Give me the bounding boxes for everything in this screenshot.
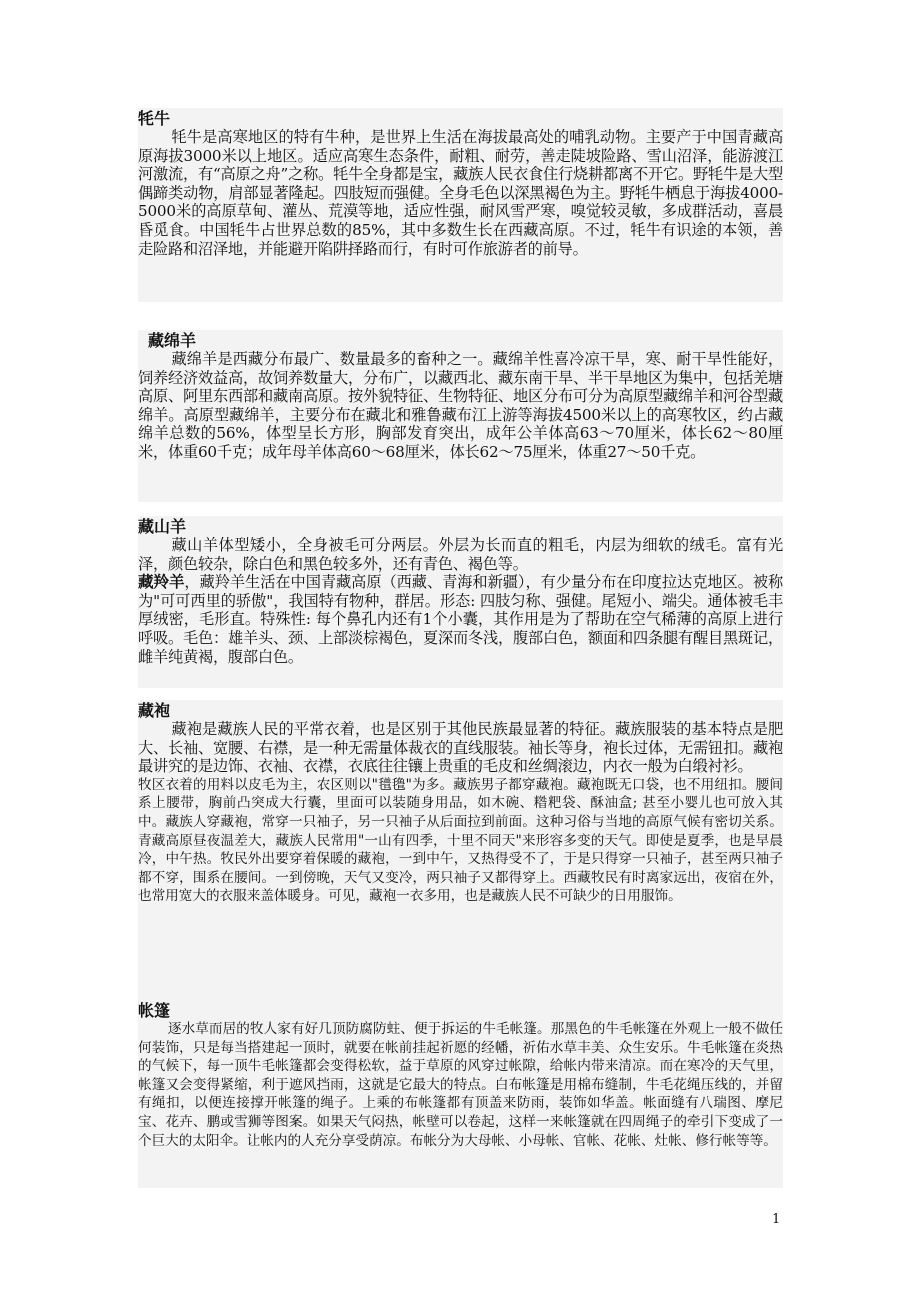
section-title-yak: 牦牛 <box>138 109 171 128</box>
section-tent <box>138 1000 783 1188</box>
section-body-robe-1: 藏袍是藏族人民的平常衣着，也是区别于其他民族最显著的特征。藏族服装的基本特点是肥大、长袖、宽腰、右襟，是一种无需量体裁衣的直线服装。袖长等身，袍长过体，无需钮扣。藏袍最讲究的是边饰、衣袖、衣襟，衣底往往镶上贵重的毛皮和丝绸滚边，内衣一般为白缎衬衫。 <box>138 720 783 776</box>
section-body-sheep: 藏绵羊是西藏分布最广、数量最多的畜种之一。藏绵羊性喜冷凉干旱，寒、耐干旱性能好，饲养经济效益高，故饲养数量大，分布广，以藏西北、藏东南干旱、半干旱地区为集中，包括羌塘高原、阿里东西部和藏南高原。按外貌特征、生物特征、地区分布可分为高原型藏绵羊和河谷型藏绵羊。高原型藏绵羊，主要分布在藏北和雅鲁藏布江上游等海拔4500米以上的高寒牧区，约占藏绵羊总数的56%，体型呈长方形，胸部发育突出，成年公羊体高63～70厘米，体长62～80厘米，体重60千克；成年母羊体高60～68厘米，体长62～75厘米，体重27～50千克。 <box>138 350 783 461</box>
section-body-goat: 藏山羊体型矮小，全身被毛可分两层。外层为长而直的粗毛，内层为细软的绒毛。富有光泽，颜色较杂，除白色和黑色较多外，还有青色、褐色等。 <box>138 536 783 573</box>
section-yak <box>138 108 783 302</box>
section-title-robe: 藏袍 <box>138 701 171 720</box>
section-body-antelope <box>138 573 783 666</box>
section-body-tent: 逐水草而居的牧人家有好几顶防腐防蛀、便于拆运的牛毛帐篷。那黑色的牛毛帐篷在外观上一般不做任何装饰，只是每当搭建起一顶时，就要在帐前挂起祈愿的经幡，祈佑水草丰美、众生安乐。牛毛帐篷在炎热的气候下，每一顶牛毛帐篷都会变得松软，益于草原的风穿过帐隙，给帐内带来清凉。而在寒冷的天气里，帐篷又会变得紧缩，利于遮风挡雨，这就是它最大的特点。白布帐篷是用棉布缝制，牛毛花绳压线的，并留有绳扣，以便连接撑开帐篷的绳子。上乘的布帐篷都有顶盖来防雨，装饰如华盖。帐面缝有八瑞图、摩尼宝、花卉、鹏或雪狮等图案。如果天气闷热，帐壁可以卷起，这样一来帐篷就在四周绳子的牵引下变成了一个巨大的太阳伞。让帐内的人充分享受荫凉。布帐分为大母帐、小母帐、官帐、花帐、灶帐、修行帐等等。 <box>138 1021 783 1149</box>
inline-title-antelope: 藏羚羊 <box>138 573 185 592</box>
section-title-goat: 藏山羊 <box>138 517 187 536</box>
section-goat <box>138 516 783 688</box>
page-number: 1 <box>772 1212 781 1227</box>
antelope-text: ，藏羚羊生活在中国青藏高原（西藏、青海和新疆），有少量分布在印度拉达克地区。被称为"可可西里的骄傲"，我国特有物种，群居。形态: 四肢匀称、强健。尾短小、端尖。通体被毛丰厚绒密，毛形直。特殊性: 每个鼻孔内还有1个小囊，其作用是为了帮助在空气稀薄的高原上进行呼吸。毛色：雄羊头、颈、上部淡棕褐色，夏深而冬浅，腹部白色，额面和四条腿有醒目黑斑记，雌羊纯黄褐，腹部白色。 <box>138 573 783 666</box>
section-robe <box>138 700 783 1000</box>
section-title-tent: 帐篷 <box>138 1001 171 1020</box>
section-body-yak: 牦牛是高寒地区的特有牛种，是世界上生活在海拔最高处的哺乳动物。主要产于中国青藏高原海拔3000米以上地区。适应高寒生态条件，耐粗、耐劳，善走陡坡险路、雪山沼泽，能游渡江河激流，有“高原之舟”之称。牦牛全身都是宝，藏族人民衣食住行烧耕都离不开它。野牦牛是大型偶蹄类动物，肩部显著隆起。四肢短而强健。全身毛色以深黑褐色为主。野牦牛栖息于海拔4000-5000米的高原草甸、灌丛、荒漠等地，适应性强，耐风雪严寒，嗅觉较灵敏，多成群活动，喜晨昏觅食。中国牦牛占世界总数的85%，其中多数生长在西藏高原。不过，牦牛有识途的本领，善走险路和沼泽地，并能避开陷阱择路而行，有时可作旅游者的前导。 <box>138 128 783 258</box>
section-title-sheep: 藏绵羊 <box>148 331 197 350</box>
section-body-robe-2: 牧区衣着的用料以皮毛为主，农区则以"氆氇"为多。藏族男子都穿藏袍。藏袍既无口袋，也不用纽扣。腰间系上腰带，胸前凸突成大行囊，里面可以装随身用品，如木碗、糌粑袋、酥油盒; 甚至小婴儿也可放入其中。藏族人穿藏袍，常穿一只袖子，另一只袖子从后面拉到前面。这种习俗与当地的高原气候有密切关系。青藏高原昼夜温差大，藏族人民常用"一山有四季，十里不同天"来形容多变的天气。即使是夏季，也是早晨冷，中午热。牧民外出要穿着保暖的藏袍，一到中午，又热得受不了，于是只得穿一只袖子，甚至两只袖子都不穿，围系在腰间。一到傍晚，天气又变冷，两只袖子又都得穿上。西藏牧民有时离家远出，夜宿在外，也常用宽大的衣服来盖体暖身。可见，藏袍一衣多用，也是藏族人民不可缺少的日用服饰。 <box>138 776 783 905</box>
section-sheep <box>138 330 783 502</box>
